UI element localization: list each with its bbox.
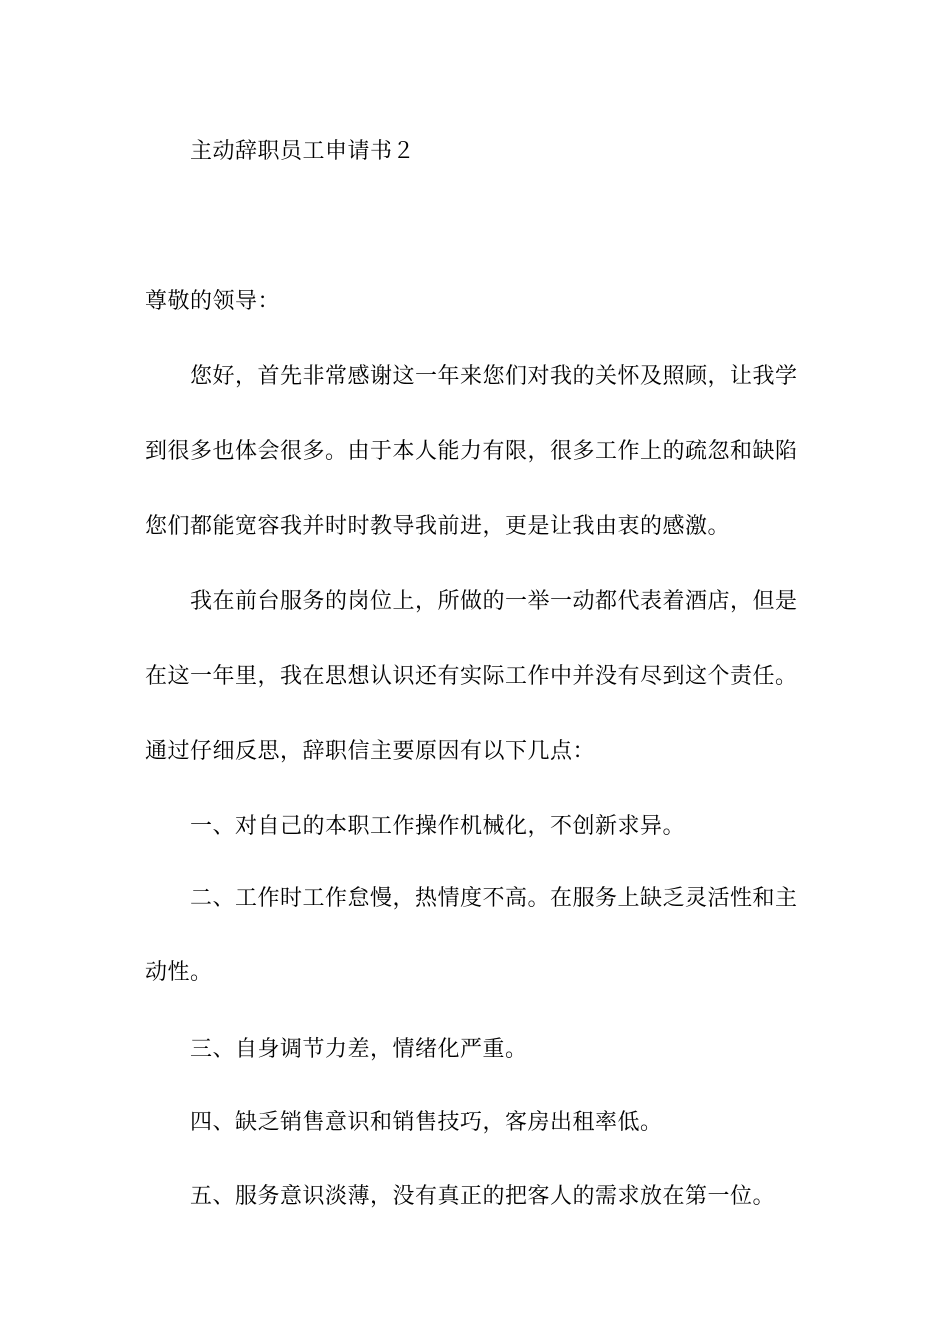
list-item: 五、服务意识淡薄，没有真正的把客人的需求放在第一位。 (190, 1184, 776, 1209)
list-item: 二、工作时工作怠慢，热情度不高。在服务上缺乏灵活性和主 (190, 886, 798, 911)
list-item: 一、对自己的本职工作操作机械化，不创新求异。 (190, 814, 686, 839)
salutation: 尊敬的领导： (145, 289, 281, 314)
list-item-continuation: 动性。 (145, 960, 213, 985)
list-item: 四、缺乏销售意识和销售技巧，客房出租率低。 (190, 1110, 663, 1135)
list-item: 三、自身调节力差，情绪化严重。 (190, 1037, 528, 1062)
paragraph-line: 您们都能宽容我并时时教导我前进，更是让我由衷的感激。 (145, 514, 731, 539)
paragraph-line: 在这一年里，我在思想认识还有实际工作中并没有尽到这个责任。 (145, 664, 798, 689)
document-title: 主动辞职员工申请书２ (190, 139, 416, 164)
paragraph-line: 您好，首先非常感谢这一年来您们对我的关怀及照顾，让我学 (190, 364, 798, 389)
paragraph-line: 到很多也体会很多。由于本人能力有限，很多工作上的疏忽和缺陷 (145, 439, 798, 464)
paragraph-line: 通过仔细反思，辞职信主要原因有以下几点： (145, 739, 596, 764)
paragraph-line: 我在前台服务的岗位上，所做的一举一动都代表着酒店，但是 (190, 589, 798, 614)
